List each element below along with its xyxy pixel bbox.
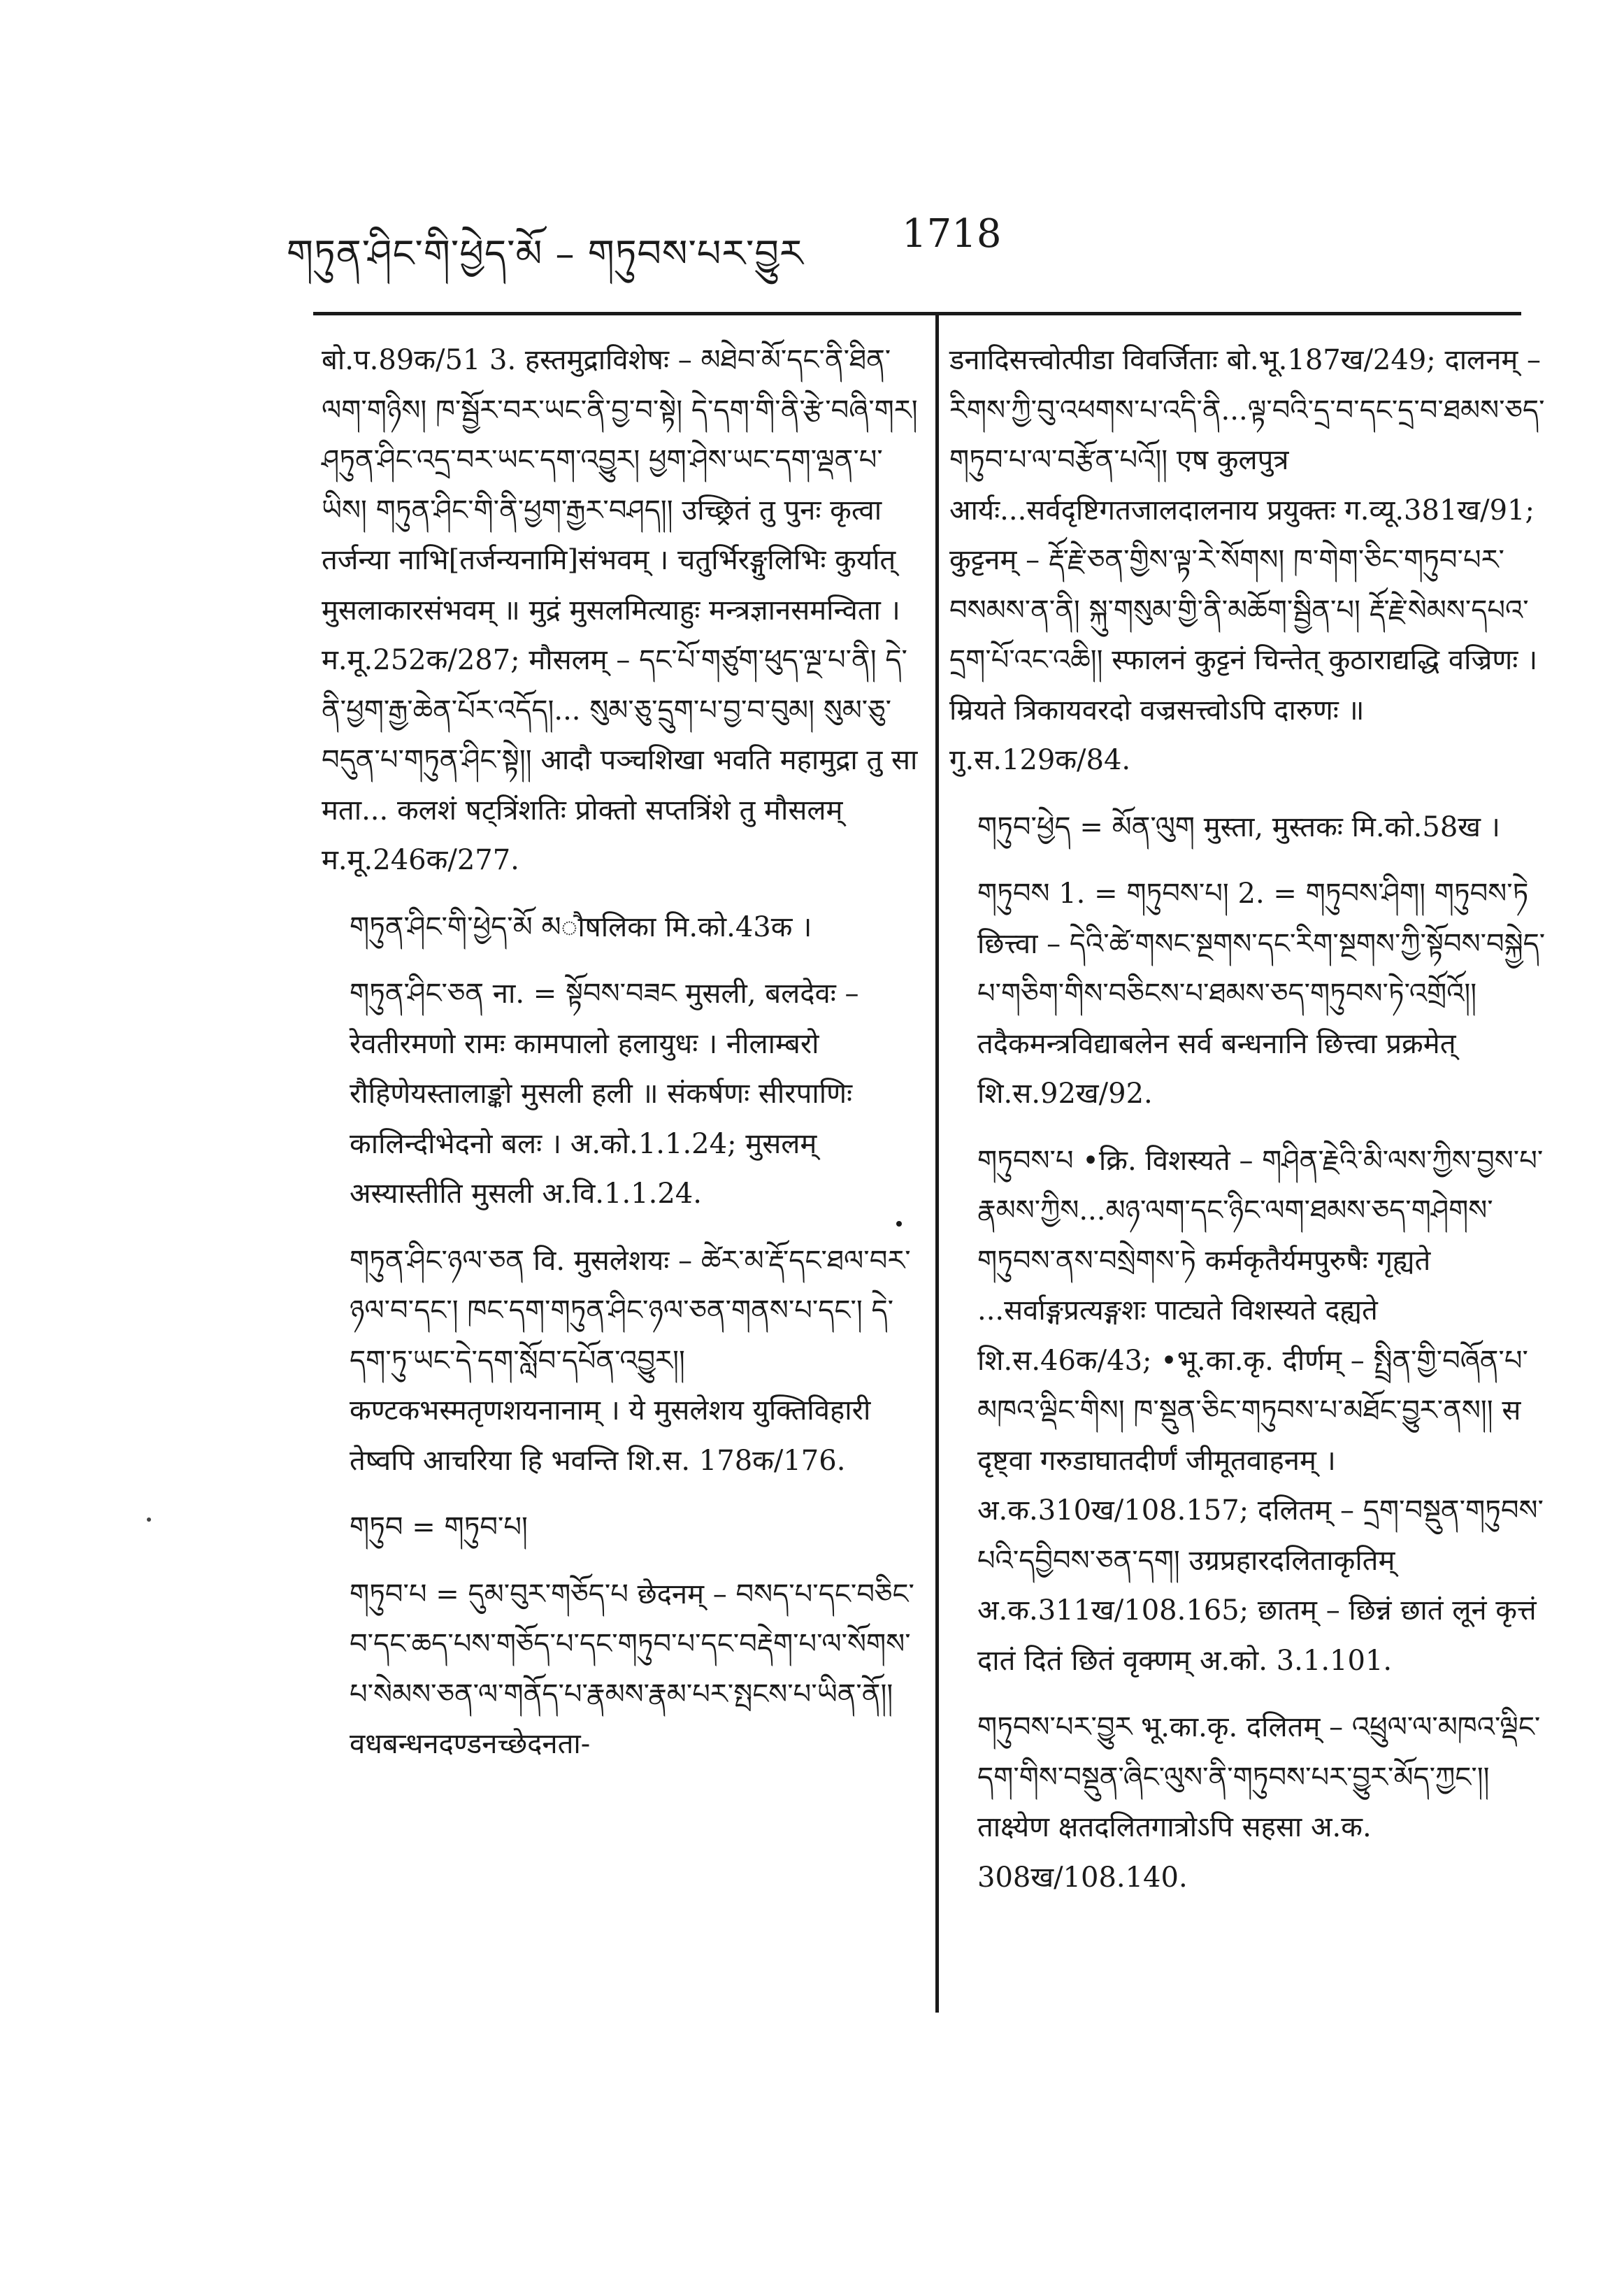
dictionary-entry: གཏུབས 1. = གཏུབས་པ། 2. = གཏུབས་ཤིག། གཏུབས་ཏེ छित्त्वा – དེའི་ཚེ་གསང་སྔགས་དང་རིག་སྔགས་ཀྱི་སྟོབས་བསྐྱེད་པ་གཅིག་གིས་བཅིངས་པ་ཐམས་ཅད་གཏུབས་ཏེ་འགྲོའོ།། तदैकमन्त्रविद्याबलेन सर्व बन्धनानि छित्त्वा प्रक्रमेत् शि.स.92ख/92.	[977, 878, 1546, 1110]
running-headword: གཏུན་ཤིང་གི་ཕྱེད་མོ – གཏུབས་པར་བྱུར	[287, 231, 804, 276]
dictionary-entry: གཏུབ་པ = དུམ་བུར་གཅོད་པ छेदनम् – བསད་པ་དང་བཅིང་བ་དང་ཆད་པས་གཅོད་པ་དང་གཏུབ་པ་དང་བརྡེག་པ་ལ་སོགས་པ་སེམས་ཅན་ལ་གནོད་པ་རྣམས་རྣམ་པར་སྤངས་པ་ཡིན་ནོ།། वधबन्धनदण्डनच्छेदनता-	[350, 1578, 914, 1760]
column-divider	[935, 313, 939, 2013]
page-header	[287, 204, 1531, 288]
entry-continuation: बो.प.89क/51 3. हस्तमुद्राविशेषः – མཐེབ་མོ་དང་ནི་ཐིན་ལག་གཉིས། ཁ་སྦྱོར་བར་ཡང་ནི་བྱ་བ་སྟེ། དེ་དག་གི་ནི་རྩེ་བཞི་གར། ཤཏུན་ཤིང་འདྲ་བར་ཡང་དག་འབྱུར། ཕྱག་ཤེས་ཡང་དག་ལྡན་པ་ཡིས། གཏུན་ཤིང་གི་ནི་ཕྱག་རྒྱར་བཤད།། उच्छ्रितं तु पुनः कृत्वा तर्जन्या नाभि[तर्जन्यनामि]संभवम् । चतुर्भिरङ्गुलिभिः कुर्यात् मुसलाकारसंभवम् ॥ मुद्रं मुसलमित्याहुः मन्त्रज्ञानसमन्विता । म.मू.252क/287; मौसलम् – དང་པོ་གཙུག་ཕུད་ལྔ་པ་ནི། དེ་ནི་ཕྱག་རྒྱ་ཆེན་པོར་འདོད།... སུམ་ཅུ་དྲུག་པ་བྱ་བ་བུམ། སུམ་ཅུ་བདུན་པ་གཏུན་ཤིང་སྟེ།། आदौ पञ्चशिखा भवति महामुद्रा तु सा मता... कलशं षट्त्रिंशतिः प्रोक्तो सप्तत्रिंशे तु मौसलम् म.मू.246क/277.	[322, 344, 918, 876]
scan-speck	[147, 1517, 151, 1522]
dictionary-entry: གཏུན་ཤིང་ཉལ་ཅན वि. मुसलेशयः – ཚེར་མ་རྡོ་དང་ཐལ་བར་ཉལ་བ་དང་། ཁང་དག་གཏུན་ཤིང་ཉལ་ཅན་གནས་པ་དང་། དེ་དག་ཏུ་ཡང་དེ་དག་སློབ་དཔོན་འབྱུར།། कण्टकभस्मतृणशयनानाम् । ये मुसलेशय युक्तिविहारी तेष्वपि आचरिया हि भवन्ति शि.स. 178क/176.	[350, 1244, 911, 1477]
page-number: 1718	[902, 211, 1002, 257]
dictionary-entry: གཏུབས་པར་བྱུར भू.का.कृ. दलितम् – འཕྲུལ་ལ་མཁའ་ལྡིང་དག་གིས་བསྡུན་ཞིང་ལུས་ནི་གཏུབས་པར་བྱུར་མོད་ཀྱང་།། ताक्ष्येण क्षतदलितगात्रोऽपि सहसा अ.क. 308ख/108.140.	[977, 1711, 1541, 1894]
dictionary-entry: གཏུབས་པ •क्रि. विशस्यते – གཤིན་རྗེའི་མི་ལས་ཀྱིས་བྱས་པ་རྣམས་ཀྱིས...མཉ་ལག་དང་ཉིང་ལག་ཐམས་ཅད་གཤེགས་གཏུབས་ནས་བསྲེགས་ཏེ कर्मकृतैर्यमपुरुषैः गृह्यते ...सर्वाङ्गप्रत्यङ्गशः पाट्यते विशस्यते दह्यते शि.स.46क/43; •भू.का.कृ. दीर्णम् – སྤྲིན་གྱི་བཞོན་པ་མཁའ་ལྡིང་གིས། ཁ་སྡུན་ཅིང་གཏུབས་པ་མཐོང་བྱུར་ནས།། स दृष्ट्वा गरुडाघातदीर्णं जीमूतवाहनम् । अ.क.310ख/108.157; दलितम् – དྲག་བསྡུན་གཏུབས་པའི་དབྱིབས་ཅན་དག། उग्रप्रहारदलिताकृतिम् अ.क.311ख/108.165; छातम् – छिन्नं छातं लूनं कृत्तं दातं दितं छितं वृक्णम् अ.को. 3.1.101.	[977, 1144, 1544, 1677]
dictionary-entry: གཏུན་ཤིང་ཅན ना. = སྟོབས་བཟང मुसली, बलदेवः – रेवतीरमणो रामः कामपालो हलायुधः । नीलाम्बरो रौहिणेयस्तालाङ्को मुसली हली ॥ संकर्षणः सीरपाणिः कालिन्दीभेदनो बलः । अ.को.1.1.24; मुसलम् अस्यास्तीति मुसली अ.वि.1.1.24.	[350, 978, 859, 1210]
dictionary-entry: གཏུབ = གཏུབ་པ།	[350, 1511, 528, 1543]
entry-continuation: डनादिसत्त्वोत्पीडा विवर्जिताः बो.भू.187ख/249; दालनम् – རིགས་ཀྱི་བུ་འཕགས་པ་འདི་ནི...ལྟ་བའི་དྲ་བ་དང་དྲ་བ་ཐམས་ཅད་གཏུབ་པ་ལ་བརྩོན་པའོ།། एष कुलपुत्र आर्यः...सर्वदृष्टिगतजालदालनाय प्रयुक्तः ग.व्यू.381ख/91; कुट्टनम् – རྡོ་རྗེ་ཅན་གྱིས་ལྟ་རེ་སོགས། ཁ་གེག་ཅིང་གཏུབ་པར་བསམས་ན་ནི། སྐུ་གསུམ་གྱི་ནི་མཆོག་སྦྱིན་པ། རྡོ་རྗེ་སེམས་དཔའ་དྲག་པོ་འང་འཆི།། स्फालनं कुट्टनं चिन्तेत् कुठाराद्यद्धि वज्रिणः । म्रियते त्रिकायवरदो वज्रसत्त्वोऽपि दारुणः ॥ गु.स.129क/84.	[949, 344, 1545, 776]
left-column	[322, 336, 923, 1787]
header-rule	[313, 312, 1521, 315]
dictionary-entry: གཏུན་ཤིང་གི་ཕྱེད་མོ མौषलिका मि.को.43क ।	[350, 910, 812, 943]
margin-dot	[896, 1221, 902, 1227]
dictionary-entry: གཏུབ་ཕྱེད = མོན་ལུག मुस्ता, मुस्तकः मि.को.58ख ।	[977, 810, 1500, 843]
right-column	[949, 336, 1551, 1920]
